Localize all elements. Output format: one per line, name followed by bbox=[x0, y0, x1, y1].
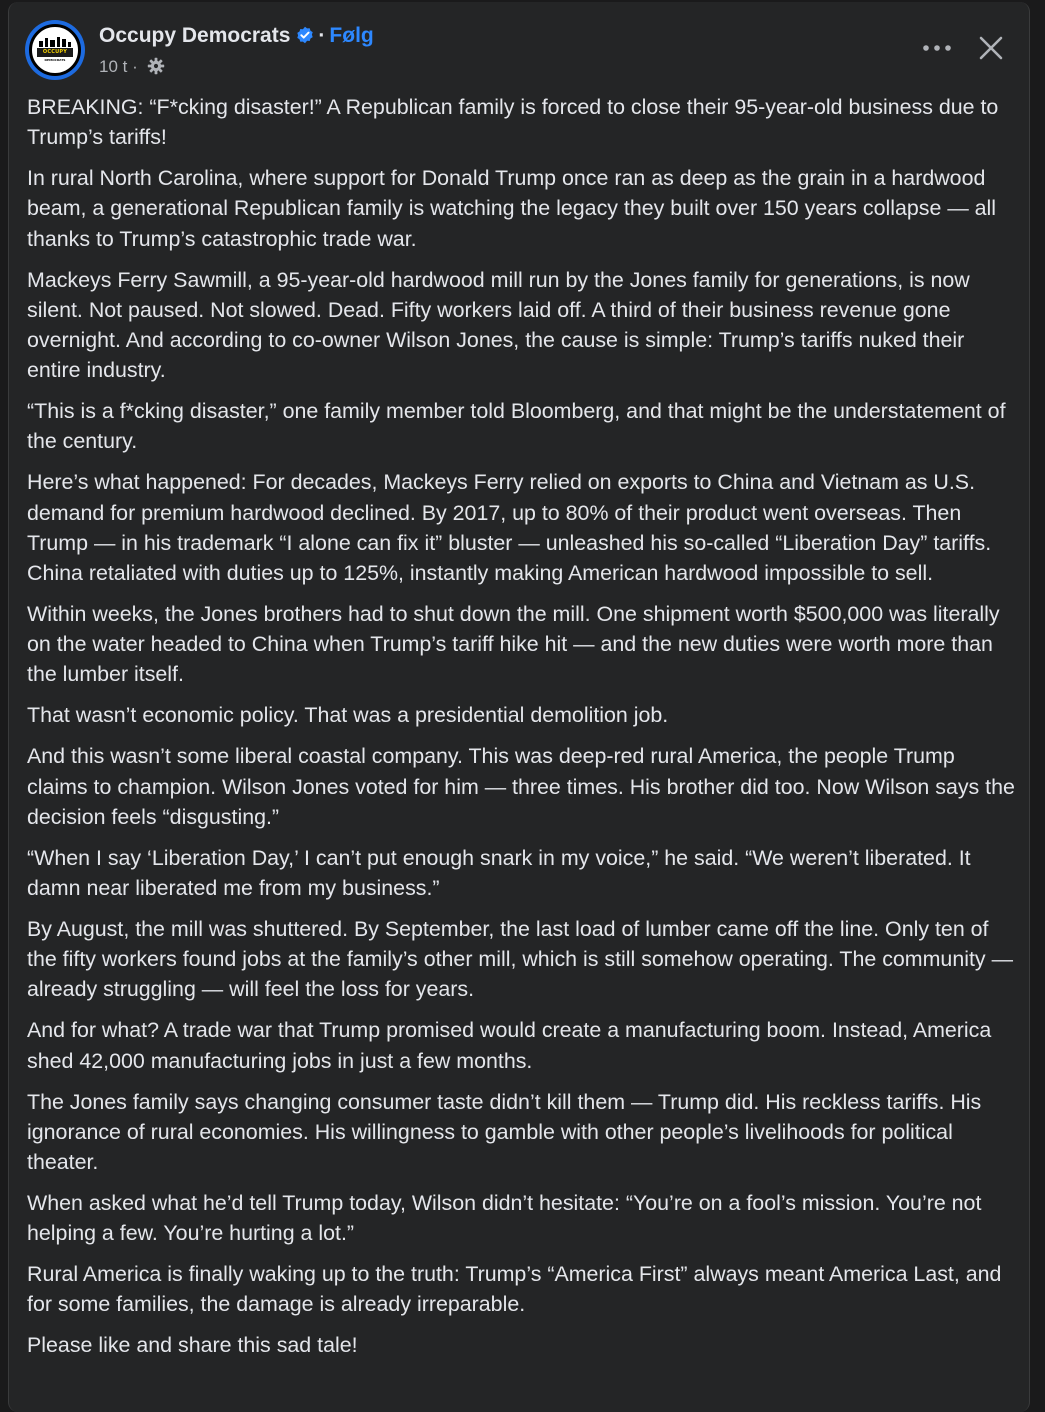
verified-badge-icon bbox=[296, 24, 314, 52]
post-paragraph: By August, the mill was shuttered. By September, the last load of lumber came off the line. Only ten of the fifty workers found jobs at the family’s other mill, which is still somehow operating. The community — already struggling — will feel the loss for years. bbox=[27, 917, 1013, 1002]
post-paragraph: And this wasn’t some liberal coastal company. This was deep-red rural America, the people Trump claims to champion. Wilson Jones voted for him — three times. His brother did too. Now Wilson says the decision feels “disgusting.” bbox=[27, 744, 1015, 829]
post-paragraph: And for what? A trade war that Trump promised would create a manufacturing boom. Instead, America shed 42,000 manufacturing jobs in just a few months. bbox=[27, 1018, 992, 1073]
meta-separator: · bbox=[132, 57, 138, 76]
post-paragraph: Mackeys Ferry Sawmill, a 95-year-old hardwood mill run by the Jones family for generations, is now silent. Not paused. Not slowed. Dead. Fifty workers laid off. A third of their business revenue gone overnight. And according to co-owner Wilson Jones, the cause is simple: Trump’s tariffs nuked their entire industry. bbox=[27, 267, 970, 383]
occupy-democrats-logo bbox=[29, 24, 81, 76]
post-card bbox=[8, 2, 1030, 1412]
post-paragraph: The Jones family says changing consumer taste didn’t kill them — Trump did. His reckless tariffs. His ignorance of rural economies. His willingness to gamble with other people’s livelihoods for political theater. bbox=[27, 1089, 982, 1175]
author-line bbox=[99, 22, 374, 50]
skyline-graphic bbox=[39, 37, 71, 47]
post-paragraph: Here’s what happened: For decades, Mackeys Ferry relied on exports to China and Vietnam as U.S. demand for premium hardwood declined. By 2017, up to 80% of their product went overseas. Then Trump — in his trademark “I alone can fix it” bluster — unleashed his so-called “Liberation Day” tariffs. China retaliated with duties up to 125%, instantly making American hardwood impossible to sell. bbox=[27, 470, 992, 586]
close-icon[interactable] bbox=[971, 28, 1011, 68]
post-paragraph: BREAKING: “F*cking disaster!” A Republican family is forced to close their 95-year-old business due to Trump’s tariffs! bbox=[27, 95, 999, 150]
post-header bbox=[25, 18, 1013, 84]
logo-text: OCCUPY bbox=[37, 48, 73, 57]
post-body bbox=[27, 92, 1019, 1371]
post-paragraph: In rural North Carolina, where support for Donald Trump once ran as deep as the grain in a hardwood beam, a generational Republican family is watching the legacy they built over 150 years collapse — all thanks to Trump’s catastrophic trade war. bbox=[27, 166, 997, 251]
post-paragraph: That wasn’t economic policy. That was a presidential demolition job. bbox=[27, 703, 669, 728]
post-paragraph: Rural America is finally waking up to the truth: Trump’s “America First” always meant America Last, and for some families, the damage is already irreparable. bbox=[27, 1262, 1002, 1317]
post-timestamp[interactable]: 10 t bbox=[99, 57, 128, 76]
post-meta bbox=[99, 56, 165, 78]
logo-subtext: DEMOCRATS bbox=[44, 58, 66, 62]
post-paragraph: “When I say ‘Liberation Day,’ I can’t put enough snark in my voice,” he said. “We weren’t liberated. It damn near liberated me from my business.” bbox=[27, 845, 971, 901]
gear-icon[interactable] bbox=[147, 57, 165, 81]
post-paragraph: When asked what he’d tell Trump today, Wilson didn’t hesitate: “You’re on a fool’s mission. You’re not helping a few. You’re hurting a lot.” bbox=[27, 1191, 982, 1246]
name-separator: · bbox=[318, 24, 326, 47]
post-paragraph: “This is a f*cking disaster,” one family member told Bloomberg, and that might be the understatement of the century. bbox=[27, 399, 1006, 454]
follow-button[interactable]: Følg bbox=[329, 24, 374, 47]
page-name[interactable]: Occupy Democrats bbox=[99, 24, 291, 47]
post-paragraph: Please like and share this sad tale! bbox=[27, 1333, 358, 1358]
post-paragraph: Within weeks, the Jones brothers had to shut down the mill. One shipment worth $500,000 was literally on the water headed to China when Trump’s tariff hike hit — and the new duties were worth more than the lumber itself. bbox=[27, 602, 1000, 687]
more-options-icon[interactable] bbox=[913, 30, 961, 66]
page-avatar[interactable] bbox=[25, 20, 85, 80]
